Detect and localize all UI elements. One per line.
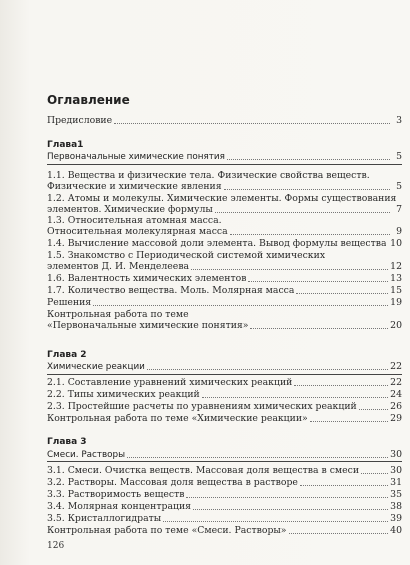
- dot-leader: [127, 456, 388, 458]
- toc-entry-line: 1.5. Знакомство с Периодической системой химических: [47, 250, 326, 261]
- toc-entry[interactable]: 3.1. Смеси. Очистка веществ. Массовая доля вещества в смеси 30: [47, 465, 402, 476]
- toc-entry-line: 1.3. Относительная атомная масса.: [47, 215, 222, 226]
- toc-entry[interactable]: 1.4. Вычисление массовой доли элемента. Вывод формулы вещества 10: [47, 238, 402, 249]
- toc-entry[interactable]: 2.1. Составление уравнений химических реакций 22: [47, 377, 402, 388]
- dot-leader: [361, 472, 388, 474]
- toc-entry[interactable]: 2.2. Типы химических реакций 24: [47, 389, 402, 400]
- dot-leader: [310, 420, 388, 422]
- toc-entry[interactable]: Физические и химические явления 5: [47, 181, 402, 192]
- dot-leader: [191, 268, 388, 270]
- page-number: 126: [47, 541, 65, 551]
- dot-leader: [163, 520, 388, 522]
- dot-leader: [215, 211, 390, 213]
- entry-text: Предисловие: [47, 115, 113, 126]
- dot-leader: [300, 484, 388, 486]
- chapter-label: Глава 2: [47, 350, 87, 360]
- chapter-label: Глава1: [47, 140, 84, 150]
- chapter-divider: [47, 374, 402, 375]
- toc-entry-line: 1.2. Атомы и молекулы. Химические элементы. Формы существования: [47, 193, 397, 204]
- chapter-divider: [47, 461, 402, 462]
- entry-page: 3: [396, 115, 402, 126]
- chapter-label: Глава 3: [47, 437, 87, 447]
- toc-entry[interactable]: 1.7. Количество вещества. Моль. Молярная масса 15: [47, 285, 402, 296]
- toc-entry[interactable]: Относительная молекулярная масса 9: [47, 226, 402, 237]
- dot-leader: [289, 532, 389, 534]
- toc-entry[interactable]: «Первоначальные химические понятия» 20: [47, 320, 402, 331]
- dot-leader: [359, 408, 388, 410]
- toc-entry[interactable]: 3.4. Молярная концентрация 38: [47, 501, 402, 512]
- dot-leader: [294, 384, 388, 386]
- dot-leader: [248, 280, 388, 282]
- toc-entry[interactable]: Контрольная работа по теме «Смеси. Растворы» 40: [47, 525, 402, 536]
- dot-leader: [193, 508, 388, 510]
- toc-entry[interactable]: Контрольная работа по теме «Химические реакции» 29: [47, 413, 402, 424]
- dot-leader: [230, 233, 390, 235]
- toc-entry-preface[interactable]: [47, 115, 402, 126]
- toc-entry[interactable]: 2.3. Простейшие расчеты по уравнениям химических реакций 26: [47, 401, 402, 412]
- toc-entry-line: 1.1. Вещества и физические тела. Физические свойства веществ.: [47, 170, 370, 181]
- toc-entry[interactable]: элементов. Химические формулы 7: [47, 204, 402, 215]
- toc-entry[interactable]: 3.3. Растворимость веществ 35: [47, 489, 402, 500]
- toc-entry[interactable]: 3.5. Кристаллогидраты 39: [47, 513, 402, 524]
- toc-entry[interactable]: элементов Д. И. Менделеева 12: [47, 261, 402, 272]
- dot-leader: [202, 396, 388, 398]
- chapter-divider: [47, 164, 402, 165]
- toc-entry-line: Контрольная работа по теме: [47, 309, 189, 320]
- dot-leader: [93, 304, 388, 306]
- dot-leader: [147, 368, 388, 370]
- dot-leader: [250, 327, 388, 329]
- dot-leader: [224, 188, 390, 190]
- toc-entry[interactable]: 1.6. Валентность химических элементов 13: [47, 273, 402, 284]
- toc-title: Оглавление: [47, 93, 130, 107]
- dot-leader: [227, 158, 390, 160]
- chapter-title[interactable]: Смеси. Растворы 30: [47, 449, 402, 460]
- toc-entry[interactable]: 3.2. Растворы. Массовая доля вещества в растворе 31: [47, 477, 402, 488]
- toc-entry[interactable]: Решения 19: [47, 297, 402, 308]
- chapter-title[interactable]: Первоначальные химические понятия 5: [47, 151, 402, 162]
- chapter-title[interactable]: Химические реакции 22: [47, 361, 402, 372]
- dot-leader: [114, 122, 390, 124]
- dot-leader: [186, 496, 388, 498]
- dot-leader: [296, 292, 388, 294]
